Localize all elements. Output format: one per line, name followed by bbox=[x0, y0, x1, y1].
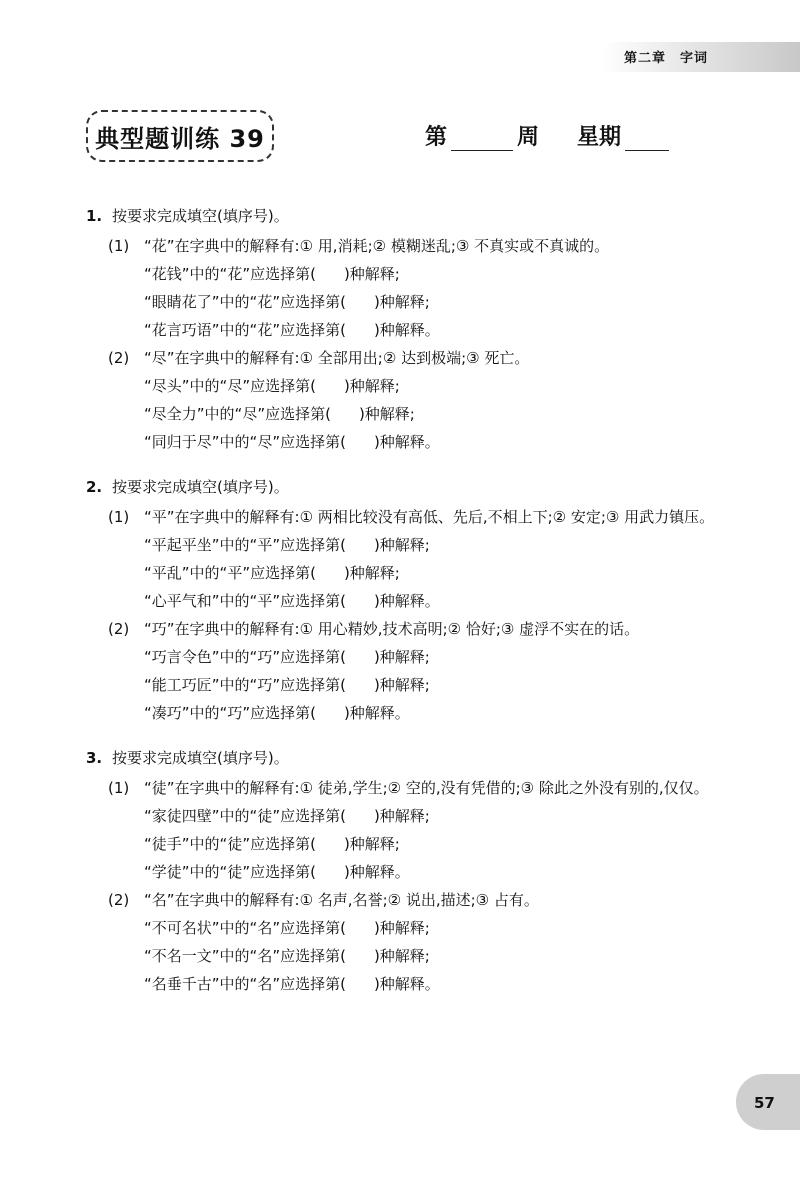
fill-prefix: “学徒”中的“徒”应选择第( bbox=[144, 863, 316, 881]
fill-prefix: “花钱”中的“花”应选择第( bbox=[144, 265, 316, 283]
fill-suffix: )种解释。 bbox=[373, 433, 440, 451]
fill-prefix: “花言巧语”中的“花”应选择第( bbox=[144, 321, 346, 339]
fill-suffix: )种解释。 bbox=[373, 975, 440, 993]
week-prefix: 第 bbox=[425, 125, 448, 150]
fill-item bbox=[144, 428, 766, 456]
question-2 bbox=[86, 474, 766, 727]
question-3 bbox=[86, 745, 766, 998]
fill-suffix: )种解释; bbox=[373, 293, 430, 311]
question-number: 2. bbox=[86, 478, 103, 496]
fill-suffix: )种解释; bbox=[373, 676, 430, 694]
fill-prefix: “巧言令色”中的“巧”应选择第( bbox=[144, 648, 346, 666]
fill-prefix: “同归于尽”中的“尽”应选择第( bbox=[144, 433, 346, 451]
chapter-label: 第二章 字词 bbox=[624, 51, 709, 66]
question-number: 3. bbox=[86, 749, 103, 767]
sub-label: (2) bbox=[108, 349, 130, 367]
fill-item bbox=[144, 830, 766, 858]
fill-item bbox=[144, 400, 766, 428]
sub-definition: “平”在字典中的解释有:① 两相比较没有高低、先后,不相上下;② 安定;③ 用武力镇压。 bbox=[144, 508, 715, 526]
question-instruction: 按要求完成填空(填序号)。 bbox=[112, 478, 289, 496]
fill-suffix: )种解释。 bbox=[343, 863, 410, 881]
week-line bbox=[425, 120, 669, 151]
fill-suffix: )种解释。 bbox=[373, 592, 440, 610]
weekday-blank[interactable] bbox=[625, 126, 669, 151]
fill-prefix: “能工巧匠”中的“巧”应选择第( bbox=[144, 676, 346, 694]
fill-item bbox=[144, 970, 766, 998]
fill-prefix: “家徒四壁”中的“徒”应选择第( bbox=[144, 807, 346, 825]
fill-item bbox=[144, 587, 766, 615]
fill-item bbox=[144, 699, 766, 727]
fill-suffix: )种解释。 bbox=[343, 704, 410, 722]
week-suffix: 周 bbox=[517, 125, 540, 150]
fill-suffix: )种解释; bbox=[373, 536, 430, 554]
page-number: 57 bbox=[754, 1094, 775, 1112]
fill-item bbox=[144, 802, 766, 830]
fill-suffix: )种解释; bbox=[343, 265, 400, 283]
week-blank[interactable] bbox=[451, 126, 513, 151]
fill-item bbox=[144, 372, 766, 400]
fill-suffix: )种解释; bbox=[373, 947, 430, 965]
sub-definition: “花”在字典中的解释有:① 用,消耗;② 模糊迷乱;③ 不真实或不真诚的。 bbox=[144, 237, 610, 255]
fill-prefix: “尽头”中的“尽”应选择第( bbox=[144, 377, 316, 395]
fill-suffix: )种解释; bbox=[373, 648, 430, 666]
fill-suffix: )种解释; bbox=[358, 405, 415, 423]
sub-definition: “巧”在字典中的解释有:① 用心精妙,技术高明;② 恰好;③ 虚浮不实在的话。 bbox=[144, 620, 640, 638]
fill-prefix: “心平气和”中的“平”应选择第( bbox=[144, 592, 346, 610]
fill-item bbox=[144, 671, 766, 699]
fill-item bbox=[144, 260, 766, 288]
fill-item bbox=[144, 316, 766, 344]
sub-definition: “名”在字典中的解释有:① 名声,名誉;② 说出,描述;③ 占有。 bbox=[144, 891, 539, 909]
fill-item bbox=[144, 643, 766, 671]
sub-question-2-2 bbox=[108, 615, 766, 727]
sub-question-3-2 bbox=[108, 886, 766, 998]
sub-label: (1) bbox=[108, 237, 130, 255]
weekday-label: 星期 bbox=[577, 125, 622, 150]
fill-prefix: “平乱”中的“平”应选择第( bbox=[144, 564, 316, 582]
sub-label: (1) bbox=[108, 779, 130, 797]
fill-suffix: )种解释; bbox=[373, 919, 430, 937]
fill-item bbox=[144, 288, 766, 316]
sub-question-3-1 bbox=[108, 774, 766, 886]
fill-prefix: “凑巧”中的“巧”应选择第( bbox=[144, 704, 316, 722]
question-number: 1. bbox=[86, 207, 103, 225]
fill-prefix: “不可名状”中的“名”应选择第( bbox=[144, 919, 346, 937]
sub-definition: “尽”在字典中的解释有:① 全部用出;② 达到极端;③ 死亡。 bbox=[144, 349, 530, 367]
fill-item bbox=[144, 559, 766, 587]
fill-prefix: “尽全力”中的“尽”应选择第( bbox=[144, 405, 331, 423]
sub-definition: “徒”在字典中的解释有:① 徒弟,学生;② 空的,没有凭借的;③ 除此之外没有别的,仅仅。 bbox=[144, 779, 709, 797]
sub-label: (1) bbox=[108, 508, 130, 526]
sub-question-1-1 bbox=[108, 232, 766, 344]
sub-question-2-1 bbox=[108, 503, 766, 615]
fill-suffix: )种解释; bbox=[343, 377, 400, 395]
fill-suffix: )种解释; bbox=[343, 835, 400, 853]
fill-prefix: “眼睛花了”中的“花”应选择第( bbox=[144, 293, 346, 311]
sub-label: (2) bbox=[108, 891, 130, 909]
exercise-title: 典型题训练 39 bbox=[95, 124, 265, 153]
fill-prefix: “平起平坐”中的“平”应选择第( bbox=[144, 536, 346, 554]
fill-suffix: )种解释; bbox=[373, 807, 430, 825]
fill-item bbox=[144, 858, 766, 886]
fill-item bbox=[144, 531, 766, 559]
fill-item bbox=[144, 942, 766, 970]
question-1 bbox=[86, 203, 766, 456]
fill-suffix: )种解释; bbox=[343, 564, 400, 582]
exercise-title-box bbox=[86, 110, 274, 162]
fill-prefix: “名垂千古”中的“名”应选择第( bbox=[144, 975, 346, 993]
sub-question-1-2 bbox=[108, 344, 766, 456]
question-instruction: 按要求完成填空(填序号)。 bbox=[112, 207, 289, 225]
fill-suffix: )种解释。 bbox=[373, 321, 440, 339]
fill-prefix: “徒手”中的“徒”应选择第( bbox=[144, 835, 316, 853]
question-list bbox=[86, 203, 766, 1016]
question-instruction: 按要求完成填空(填序号)。 bbox=[112, 749, 289, 767]
fill-prefix: “不名一文”中的“名”应选择第( bbox=[144, 947, 346, 965]
sub-label: (2) bbox=[108, 620, 130, 638]
fill-item bbox=[144, 914, 766, 942]
